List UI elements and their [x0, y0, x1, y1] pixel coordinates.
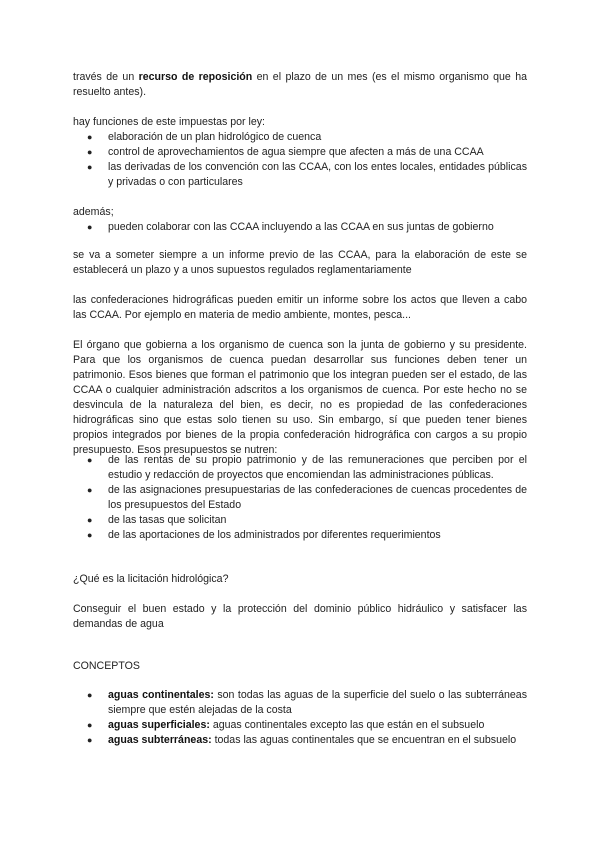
bullet-icon: ●: [87, 147, 93, 157]
intro-text-post: en el plazo de un mes (es el mismo organismo que ha resuelto antes).: [73, 71, 528, 98]
bullet-icon: ●: [87, 455, 93, 465]
list-item: [73, 130, 527, 145]
bullet-icon: ●: [87, 485, 93, 495]
list-item-text: control de aprovechamientos de agua siempre que afecten a más de una CCAA: [108, 146, 484, 158]
list-item-text: de las rentas de su propio patrimonio y de las remuneraciones que perciben por el estudio y redacción de proyectos que encomiendan las administraciones públicas.: [108, 454, 527, 481]
intro-text-bold: recurso de reposición: [138, 71, 253, 83]
list-item-text: pueden colaborar con las CCAA incluyendo a las CCAA en sus juntas de gobierno: [108, 221, 494, 233]
paragraph-organo: El órgano que gobierna a los organismo de cuenca son la junta de gobierno y su presidente. Para que los organismos de cuenca puedan desarrollar sus funciones deben tener un patrimonio. Esos bienes que forman el patrimonio que los integran pueden ser el estado, de las CCAA o cualquier administración adscritos a los organismos de cuenca. Por este hecho no se desvincula de la naturaleza del bien, es decir, no es propiedad de las confederaciones hidrográficas sino que estas solo tienen su uso. Sin embargo, sí que pueden tener bienes propios integrados por bienes de la propia confederación hidrográfica con cargos a su propio presupuesto. Esos presupuestos se nutren:: [73, 339, 527, 456]
list-item-text: de las asignaciones presupuestarias de las confederaciones de cuencas procedentes de los presupuestos del Estado: [108, 484, 527, 511]
list-item: [73, 513, 527, 528]
concept-definition: aguas continentales excepto las que están en el subsuelo: [209, 719, 485, 731]
concept-definition: son todas las aguas de la superficie del suelo o las subterráneas siempre que estén alejadas de la costa: [108, 689, 528, 716]
list-item: [73, 483, 527, 513]
concept-term: aguas subterráneas:: [108, 734, 212, 746]
list-conceptos: [73, 688, 527, 748]
concept-term: aguas continentales:: [108, 689, 214, 701]
list-item: [73, 160, 527, 190]
list-item: [73, 688, 527, 718]
list-item: [73, 733, 527, 748]
heading-conceptos: CONCEPTOS: [73, 660, 140, 672]
list-item-text: las derivadas de los convención con las CCAA, con los entes locales, entidades públicas y privadas o con particulares: [108, 161, 527, 188]
paragraph-respuesta: Conseguir el buen estado y la protección del dominio público hidráulico y satisfacer las demandas de agua: [73, 603, 527, 630]
list-item-text: de las tasas que solicitan: [108, 514, 227, 526]
bullet-icon: ●: [87, 222, 93, 232]
bullet-icon: ●: [87, 162, 93, 172]
list-item: [73, 528, 527, 543]
list-presupuestos: [73, 453, 527, 543]
concept-term: aguas superficiales:: [108, 719, 210, 731]
paragraph-ademas: además;: [73, 206, 114, 218]
bullet-icon: ●: [87, 530, 93, 540]
paragraph-informe: se va a someter siempre a un informe previo de las CCAA, para la elaboración de este se establecerá un plazo y a unos supuestos regulados reglamentariamente: [73, 249, 527, 276]
paragraph-funciones: hay funciones de este impuestas por ley:: [73, 116, 265, 128]
list-funciones: [73, 130, 527, 190]
paragraph-pregunta: ¿Qué es la licitación hidrológica?: [73, 573, 229, 585]
bullet-icon: ●: [87, 690, 93, 700]
bullet-icon: ●: [87, 735, 93, 745]
list-item: [73, 453, 527, 483]
bullet-icon: ●: [87, 132, 93, 142]
list-item: [73, 145, 527, 160]
list-item: [73, 220, 527, 235]
list-item-text: de las aportaciones de los administrados por diferentes requerimientos: [108, 529, 441, 541]
paragraph-intro: [73, 70, 527, 100]
list-ademas: [73, 220, 527, 235]
list-item: [73, 718, 527, 733]
bullet-icon: ●: [87, 515, 93, 525]
intro-text-pre: través de un: [73, 71, 139, 83]
paragraph-confederaciones: las confederaciones hidrográficas pueden emitir un informe sobre los actos que lleven a cabo las CCAA. Por ejemplo en materia de medio ambiente, montes, pesca...: [73, 294, 527, 321]
bullet-icon: ●: [87, 720, 93, 730]
list-item-text: elaboración de un plan hidrológico de cuenca: [108, 131, 322, 143]
concept-definition: todas las aguas continentales que se encuentran en el subsuelo: [211, 734, 517, 746]
